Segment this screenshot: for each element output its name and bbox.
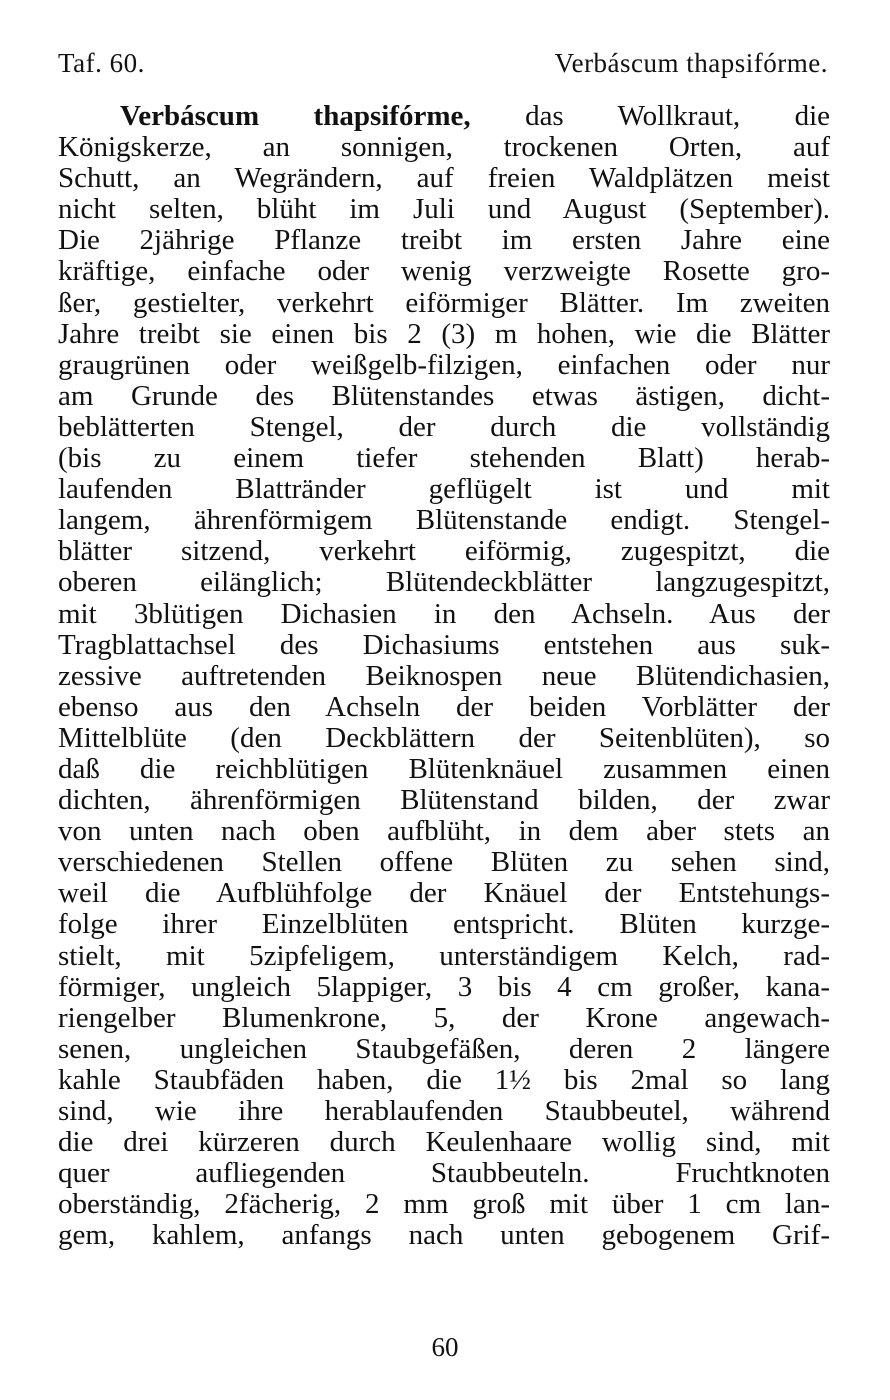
text-line: beblätterten Stengel, der durch die vollständig [58,410,830,443]
text-line: Tragblattachsel des Dichasiums entstehen aus suk- [58,628,830,661]
text-line: weil die Aufblühfolge der Knäuel der Entstehungs- [58,877,830,910]
page-number: 60 [431,1332,459,1362]
text-line: dichten, ährenförmigen Blütenstand bilden, der zwar [58,784,830,817]
text-line: Jahre treibt sie einen bis 2 (3) m hohen, wie die Blätter [58,317,830,350]
text-line: kräftige, einfache oder wenig verzweigte Rosette gro- [58,255,830,288]
text-line: von unten nach oben aufblüht, in dem aber stets an [58,815,830,848]
text-line: senen, ungleichen Staubgefäßen, deren 2 längere [58,1032,830,1065]
text-line: folge ihrer Einzelblüten entspricht. Blüten kurzge- [58,908,830,941]
text-line: förmiger, ungleich 5lappiger, 3 bis 4 cm großer, kana- [58,970,830,1003]
text-line: zessive auftretenden Beiknospen neue Blütendichasien, [58,659,830,692]
text-line: Mittelblüte (den Deckblättern der Seitenblüten), so [58,721,830,754]
text-line: (bis zu einem tiefer stehenden Blatt) herab- [58,442,830,475]
text-line: oberständig, 2fächerig, 2 mm groß mit über 1 cm lan- [58,1188,830,1221]
text-line: Königskerze, an sonnigen, trockenen Orten, auf [58,131,830,164]
plate-number: Taf. 60. [58,48,145,78]
text-line: nicht selten, blüht im Juli und August (September). [58,193,830,226]
text-line: sind, wie ihre herablaufenden Staubbeutel, während [58,1095,830,1127]
text-line: riengelber Blumenkrone, 5, der Krone angewach- [58,1001,830,1034]
text-line: oberen eilänglich; Blütendeckblätter langzugespitzt, [58,566,830,599]
text-line: quer aufliegenden Staubbeuteln. Fruchtknoten [58,1157,830,1190]
text-line: langem, ährenförmigem Blütenstande endigt. Stengel- [58,504,830,537]
text-line: Die 2jährige Pflanze treibt im ersten Jahre eine [58,224,830,257]
text-line: ebenso aus den Achseln der beiden Vorblätter der [58,690,830,723]
text-line: graugrünen oder weißgelb-filzigen, einfachen oder nur [58,348,830,381]
text-line: kahle Staubfäden haben, die 1½ bis 2mal so lang [58,1063,830,1096]
text-line-1: Verbáscum thapsifórme, das Wollkraut, die [120,100,831,132]
text-line: Schutt, an Wegrändern, auf freien Waldplätzen meist [58,162,830,195]
text-line: ßer, gestielter, verkehrt eiförmiger Blätter. Im zweiten [58,286,830,319]
text-line: gem, kahlem, anfangs nach unten gebogenem Grif- [58,1219,830,1252]
running-title: Verbáscum thapsifórme. [554,48,828,78]
body-text [58,101,830,1251]
text-line: laufenden Blattränder geflügelt ist und mit [58,473,830,506]
text-line: am Grunde des Blütenstandes etwas ästigen, dicht- [58,379,830,412]
text-line: daß die reichblütigen Blütenknäuel zusammen einen [58,752,830,785]
text-line: verschiedenen Stellen offene Blüten zu sehen sind, [58,846,830,879]
text-line: blätter sitzend, verkehrt eiförmig, zugespitzt, die [58,535,830,568]
text-line: mit 3blütigen Dichasien in den Achseln. Aus der [58,597,830,630]
page-header [58,48,828,88]
species-name: Verbáscum thapsifórme, [120,100,471,132]
text-line: stielt, mit 5zipfeligem, unterständigem Kelch, rad- [58,939,830,972]
text-line: die drei kürzeren durch Keulenhaare wollig sind, mit [58,1126,830,1159]
